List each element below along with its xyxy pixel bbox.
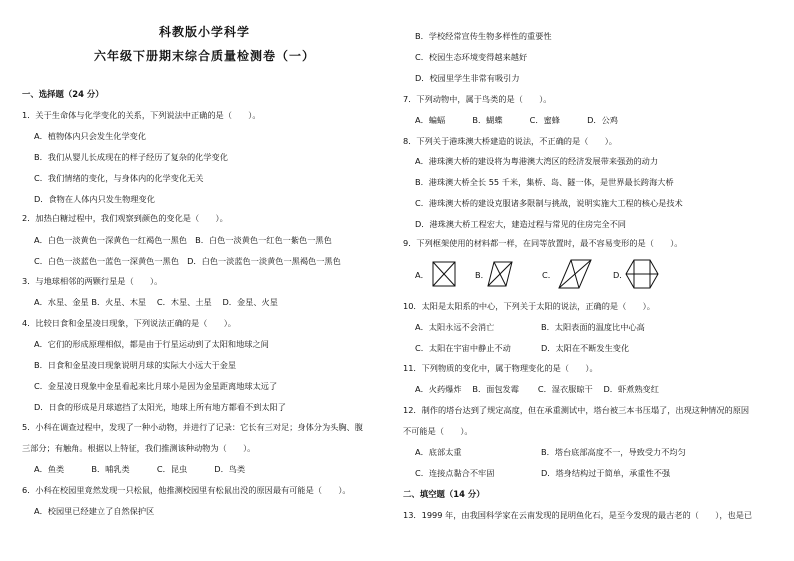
- question-11-options: A．火药爆炸 B．面包发霉 C．湿衣服晾干 D．虾煮熟变红: [415, 384, 659, 394]
- question-1-option-c: C．我们情绪的变化，与身体内的化学变化无关: [34, 173, 204, 183]
- question-7-options: A．蝙蝠 B．蝴蝶 C．蜜蜂 D．公鸡: [415, 115, 618, 125]
- section-fill-heading: 二、填空题（14 分）: [403, 489, 485, 499]
- question-11-stem: 11．下列物质的变化中，属于物理变化的是（ ）。: [403, 363, 598, 373]
- question-6-option-c: C．校园生态环境变得越来越好: [415, 52, 528, 62]
- question-4-option-b: B．日食和金星凌日现象说明月球的实际大小远大于金星: [34, 360, 237, 370]
- question-9-option-d-label: D．: [613, 270, 628, 280]
- question-10-stem: 10．太阳是太阳系的中心，下列关于太阳的说法，正确的是（ ）。: [403, 301, 655, 311]
- question-8-option-a: A．港珠澳大桥的建设将为粤港澳大湾区的经济发展带来强劲的动力: [415, 156, 659, 166]
- question-3-options: A．水星、金星 B．火星、木星 C．木星、土星 D．金星、火星: [34, 297, 278, 307]
- question-6-option-a: A．校园里已经建立了自然保护区: [34, 506, 155, 516]
- question-3-stem: 3．与地球相邻的两颗行星是（ ）。: [22, 276, 163, 286]
- trapezoid-frame-icon: [487, 261, 513, 287]
- question-8-option-c: C．港珠澳大桥的建设克服诸多限制与挑战，说明实施大工程的核心是技术: [415, 198, 683, 208]
- question-4-stem: 4．比较日食和金星凌日现象，下列说法正确的是（ ）。: [22, 318, 236, 328]
- question-4-option-a: A．它们的形成原理相似，都是由于行星运动到了太阳和地球之间: [34, 339, 269, 349]
- question-1-option-a: A．植物体内只会发生化学变化: [34, 131, 147, 141]
- question-12-option-c: C．连接点黏合不牢固: [415, 468, 495, 478]
- paper-title: 科教版小学科学: [158, 25, 250, 39]
- question-2-options-ab: A．白色一淡黄色一深黄色一红褐色一黑色 B．白色一淡黄色一红色一紫色一黑色: [34, 235, 332, 245]
- question-8-option-b: B．港珠澳大桥全长 55 千米，集桥、岛、隧一体，是世界最长跨海大桥: [415, 177, 674, 187]
- question-10-option-a: A．太阳永远不会消亡: [415, 322, 495, 332]
- question-13-stem: 13．1999 年，由我国科学家在云南发现的昆明鱼化石，是至今发现的最古老的（ ），也是已: [403, 510, 753, 520]
- question-7-stem: 7．下列动物中，属于鸟类的是（ ）。: [403, 94, 552, 104]
- question-5-stem-line1: 5．小科在调查过程中，发现了一种小动物，并进行了记录：它长有三对足；身体分为头胸、腹: [22, 422, 363, 432]
- question-4-option-c: C．金星凌日现象中金星看起来比月球小是因为金星距离地球太远了: [34, 381, 278, 391]
- square-frame-with-cross-icon: [432, 261, 456, 287]
- parallelogram-frame-icon: [558, 259, 592, 289]
- question-6-stem: 6．小科在校园里竟然发现一只松鼠，他推测校园里有松鼠出没的原因最有可能是（ ）。: [22, 485, 351, 495]
- question-6-option-b: B．学校经常宣传生物多样性的重要性: [415, 31, 552, 41]
- question-12-option-d: D．塔身结构过于简单，承重性不强: [541, 468, 671, 478]
- question-9-option-a-label: A．: [415, 270, 429, 280]
- question-12-stem-line2: 不可能是（ ）。: [403, 426, 473, 436]
- question-10-option-d: D．太阳在不断发生变化: [541, 343, 630, 353]
- question-4-option-d: D．日食的形成是月球遮挡了太阳光，地球上所有地方都看不到太阳了: [34, 402, 286, 412]
- section-choice-heading: 一、选择题（24 分）: [22, 89, 104, 99]
- question-5-stem-line2: 三部分；有触角。根据以上特征，我们推测该种动物为（ ）。: [22, 443, 256, 453]
- question-8-option-d: D．港珠澳大桥工程宏大，建造过程与常见的住房完全不同: [415, 219, 626, 229]
- question-1-option-b: B．我们从婴儿长成现在的样子经历了复杂的化学变化: [34, 152, 228, 162]
- question-8-stem: 8．下列关于港珠澳大桥建造的说法，不正确的是（ ）。: [403, 136, 617, 146]
- question-2-options-cd: C．白色一淡蓝色一蓝色一深黄色一黑色 D．白色一淡蓝色一淡黄色一黑褐色一黑色: [34, 256, 341, 266]
- question-12-option-a: A．底部太重: [415, 447, 462, 457]
- question-6-option-d: D．校园里学生非常有吸引力: [415, 73, 520, 83]
- hexagon-frame-icon: [625, 259, 659, 289]
- question-10-option-c: C．太阳在宇宙中静止不动: [415, 343, 511, 353]
- question-2-stem: 2．加热白糖过程中，我们观察到颜色的变化是（ ）。: [22, 213, 228, 223]
- question-1-stem: 1．关于生命体与化学变化的关系，下列说法中正确的是（ ）。: [22, 110, 261, 120]
- question-12-option-b: B．塔台底部高度不一，导致受力不均匀: [541, 447, 686, 457]
- question-1-option-d: D．食物在人体内只发生物理变化: [34, 194, 155, 204]
- question-9-stem: 9．下列框架使用的材料都一样，在同等放置时，最不容易变形的是（ ）。: [403, 238, 683, 248]
- paper-subtitle: 六年级下册期末综合质量检测卷（一）: [93, 49, 315, 63]
- question-10-option-b: B．太阳表面的温度比中心高: [541, 322, 645, 332]
- question-12-stem-line1: 12．制作的塔台达到了规定高度，但在承重测试中，塔台被三本书压塌了，出现这种情况的原因: [403, 405, 750, 415]
- question-5-options: A．鱼类 B．哺乳类 C．昆虫 D．鸟类: [34, 464, 246, 474]
- question-9-option-c-label: C．: [542, 270, 556, 280]
- question-9-option-b-label: B．: [475, 270, 489, 280]
